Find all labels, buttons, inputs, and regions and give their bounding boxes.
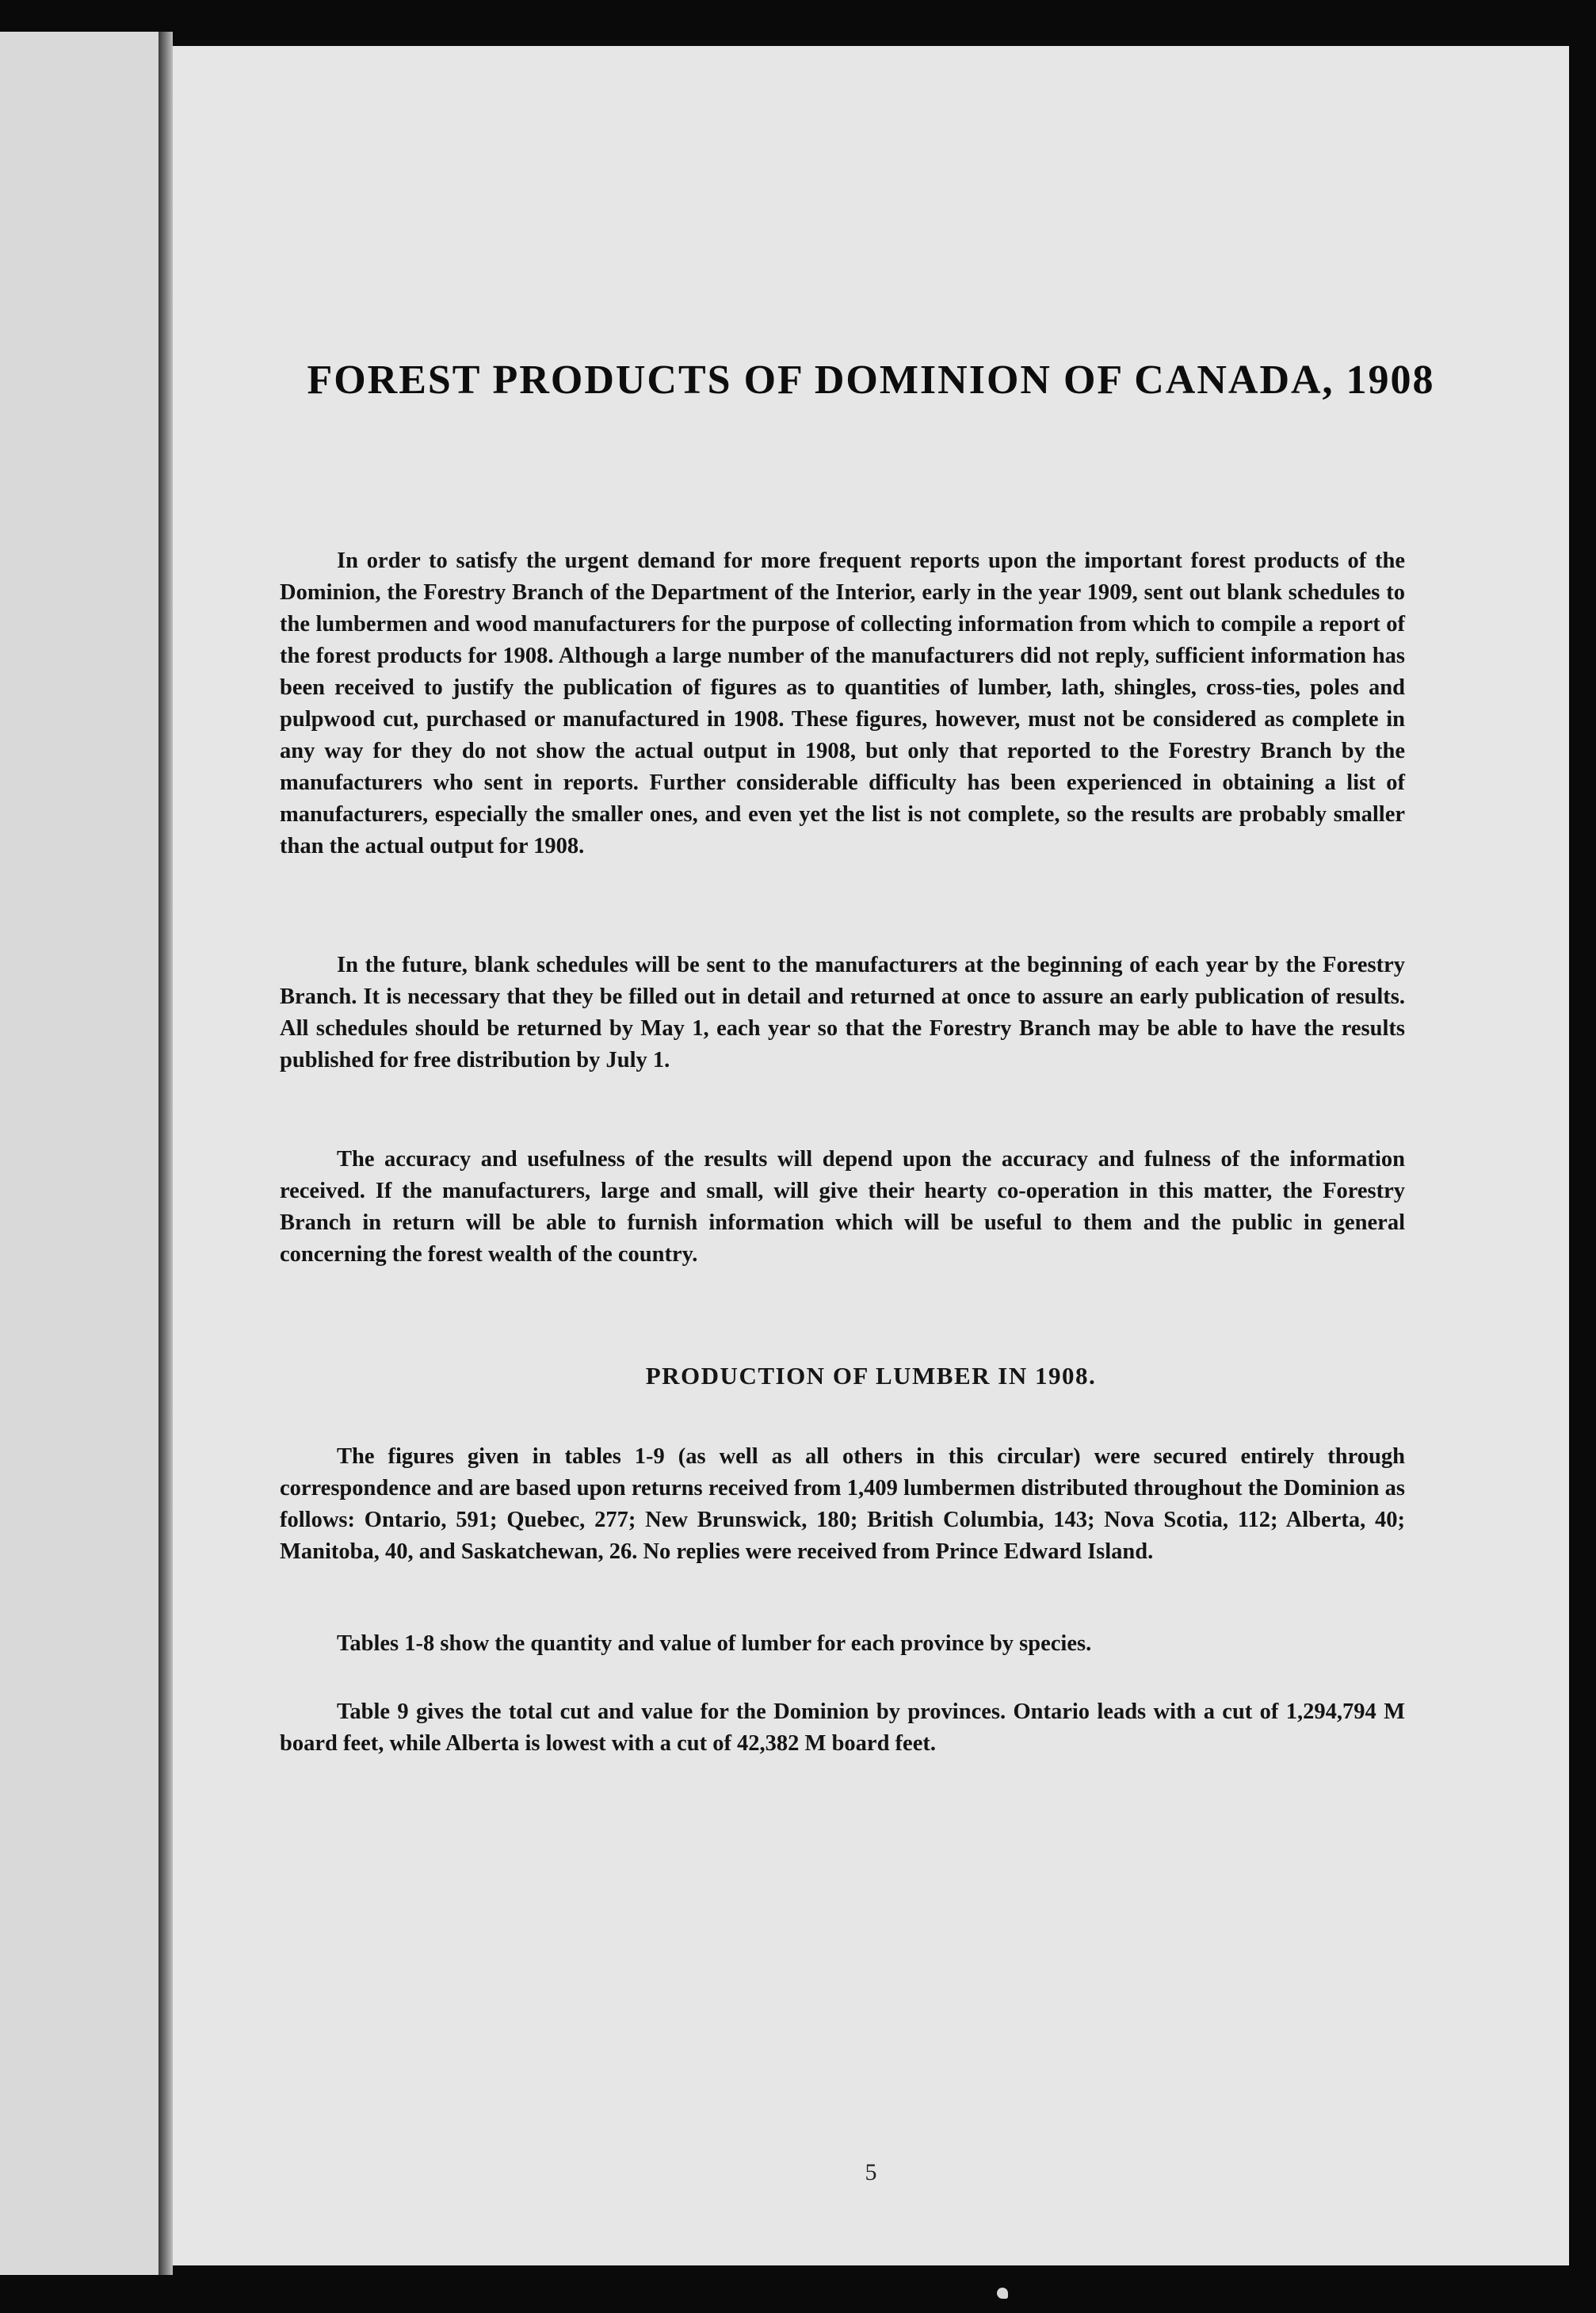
intro-paragraph <box>280 545 1405 862</box>
previous-page-edge <box>0 32 161 2275</box>
schedule-paragraph-text: In the future, blank schedules will be sent to the manufacturers at the beginning of each year by the Forestry Branch. It is necessary that they be filled out in detail and returned at once to assure an early publication of results. All schedules should be returned by May 1, each year so that the Forestry Branch may be able to have the results published for free distribution by July 1. <box>280 953 1405 1072</box>
intro-paragraph-text: In order to satisfy the urgent demand for more frequent reports upon the important forest products of the Dominion, the Forestry Branch of the Department of the Interior, early in the year 1909, sent out blank schedules to the lumbermen and wood manufacturers for the purpose of collecting information from which to compile a report of the forest products for 1908. Although a large number of the manufacturers did not reply, sufficient information has been received to justify the publication of figures as to quantities of lumber, lath, shingles, cross-ties, poles and pulpwood cut, purchased or manufactured in 1908. These figures, however, must not be considered as complete in any way for they do not show the actual output in 1908, but only that reported to the Forestry Branch by the manufacturers who sent in reports. Further considerable difficulty has been experienced in obtaining a list of manufacturers, especially the smaller ones, and even yet the list is not complete, so the results are probably smaller than the actual output for 1908. <box>280 549 1405 858</box>
tables-paragraph-text: Tables 1-8 show the quantity and value of lumber for each province by species. <box>337 1631 1092 1656</box>
figures-paragraph-text: The figures given in tables 1-9 (as well as all others in this circular) were secured entirely through correspondence and are based upon returns received from 1,409 lumbermen distributed throughout the Dominion as follows: Ontario, 591; Quebec, 277; New Brunswick, 180; British Columbia, 143; Nova Scotia, 112; Alberta, 40; Manitoba, 40, and Saskatchewan, 26. No replies were received from Prince Edward Island. <box>280 1444 1405 1564</box>
document-page <box>173 46 1569 2265</box>
table9-paragraph-text: Table 9 gives the total cut and value for the Dominion by provinces. Ontario leads with a cut of 1,294,794 M board feet, while Alberta is lowest with a cut of 42,382 M board feet. <box>280 1699 1405 1756</box>
table9-paragraph <box>280 1696 1405 1760</box>
section-heading: PRODUCTION OF LUMBER IN 1908. <box>645 1362 1097 1390</box>
page-number: 5 <box>865 2159 877 2185</box>
schedule-paragraph <box>280 950 1405 1076</box>
accuracy-paragraph-text: The accuracy and usefulness of the results will depend upon the accuracy and fulness of the information received. If the manufacturers, large and small, will give their hearty co-operation in this matter, the Forestry Branch in return will be able to furnish information which will be useful to them and the public in general concerning the forest wealth of the country. <box>280 1147 1405 1267</box>
scan-artifact-mark <box>997 2288 1008 2299</box>
book-gutter <box>158 32 173 2275</box>
page-title: FOREST PRODUCTS OF DOMINION OF CANADA, 1908 <box>307 357 1435 403</box>
tables-paragraph <box>280 1628 1405 1660</box>
accuracy-paragraph <box>280 1144 1405 1271</box>
figures-paragraph <box>280 1441 1405 1568</box>
